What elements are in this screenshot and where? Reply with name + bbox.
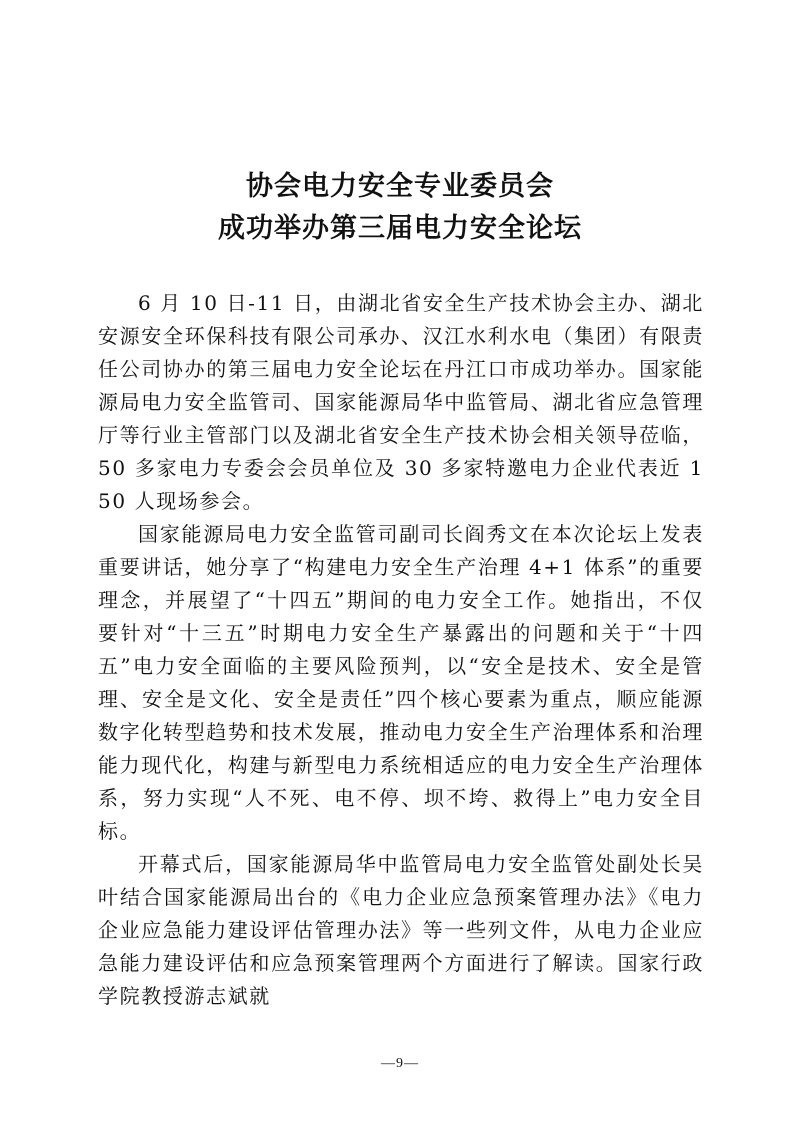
paragraph-2: 国家能源局电力安全监管司副司长阎秀文在本次论坛上发表重要讲话，她分享了“构建电力安全生产治理 4+1 体系”的重要理念，并展望了“十四五”期间的电力安全工作。她指出，不仅要针对“十三五”时期电力安全生产暴露出的问题和关于“十四五”电力安全面临的主要风险预判，以“安全是技术、安全是管理、安全是文化、安全是责任”四个核心要素为重点，顺应能源数字化转型趋势和技术发展，推动电力安全生产治理体系和治理能力现代化，构建与新型电力系统相适应的电力安全生产治理体系，努力实现“人不死、电不停、坝不垮、救得上”电力安全目标。 xyxy=(98,522,704,843)
document-title xyxy=(0,166,800,250)
title-line-2: 成功举办第三届电力安全论坛 xyxy=(218,213,582,244)
article-body xyxy=(98,287,704,1013)
title-line-1: 协会电力安全专业委员会 xyxy=(246,171,554,202)
paragraph-3: 开幕式后，国家能源局华中监管局电力安全监管处副处长吴叶结合国家能源局出台的《电力企业应急预案管理办法》《电力企业应急能力建设评估管理办法》等一些列文件，从电力企业应急能力建设评估和应急预案管理两个方面进行了解读。国家行政学院教授游志斌就 xyxy=(98,852,704,1008)
paragraph-1: 6 月 10 日-11 日，由湖北省安全生产技术协会主办、湖北安源安全环保科技有限公司承办、汉江水利水电（集团）有限责任公司协办的第三届电力安全论坛在丹江口市成功举办。国家能源局电力安全监管司、国家能源局华中监管局、湖北省应急管理厅等行业主管部门以及湖北省安全生产技术协会相关领导莅临，50 多家电力专委会会员单位及 30 多家特邀电力企业代表近 150 人现场参会。 xyxy=(98,291,704,513)
page-number: —9— xyxy=(381,1056,419,1071)
